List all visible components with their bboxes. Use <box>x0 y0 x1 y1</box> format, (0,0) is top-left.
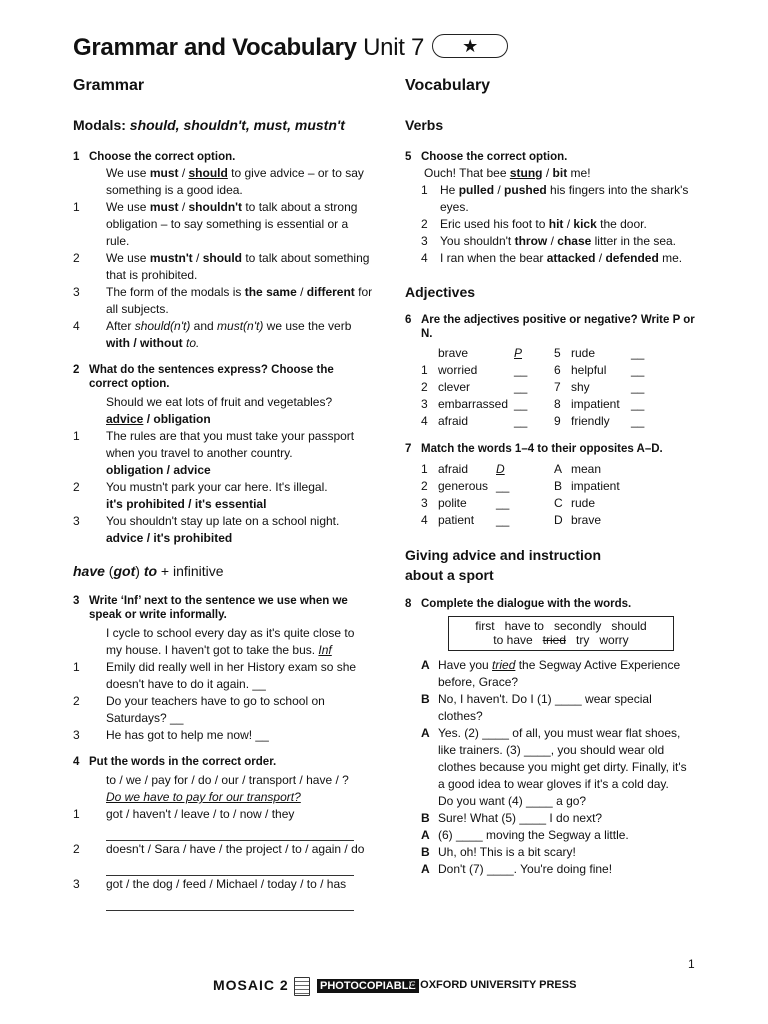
exercise-7-table <box>421 461 641 529</box>
vocabulary-column <box>405 76 695 878</box>
dialogue-text: Have you tried the Segway Active Experience before, Grace? <box>438 658 681 689</box>
dialogue-line <box>405 657 695 691</box>
exercise-2-prompt: 2 What do the sentences express? Choose the correct option. <box>73 364 334 390</box>
star-icon: ★ <box>432 34 508 58</box>
page-number: 1 <box>688 957 695 971</box>
answer-slot[interactable]: __ <box>631 397 645 411</box>
exercise-1-item: 4 After should(n't) and must(n't) we use the verb with / without to. <box>73 319 352 350</box>
speaker-label: A <box>421 862 430 876</box>
speaker-label: A <box>421 828 430 842</box>
answer-slot[interactable]: __ <box>631 363 645 377</box>
exercise-5-prompt: 5 Choose the correct option. <box>405 151 568 163</box>
answer-slot[interactable]: __ <box>631 346 645 360</box>
exercise-2-options: obligation / advice <box>106 463 211 477</box>
exercise-2-item: 3 You shouldn't stay up late on a school night. <box>73 514 340 528</box>
exercise-3-item: 1 Emily did really well in her History exam so she doesn't have to do it again. __ <box>73 660 357 691</box>
subheading-modals: Modals: should, shouldn't, must, mustn't <box>73 117 345 133</box>
exercise-4-item: 1 got / haven't / leave / to / now / they <box>73 807 295 821</box>
answer-slot[interactable]: __ <box>496 479 510 493</box>
page-title <box>73 33 508 63</box>
answer-slot[interactable]: __ <box>631 414 645 428</box>
section-heading-grammar: Grammar <box>73 77 145 94</box>
exercise-4-item: 3 got / the dog / feed / Michael / today / to / has <box>73 877 347 891</box>
dialogue-text: Uh, oh! This is a bit scary! <box>438 845 576 859</box>
dialogue-line <box>405 844 695 861</box>
dialogue-line <box>405 861 695 878</box>
answer-line[interactable] <box>106 893 354 911</box>
answer-slot[interactable]: __ <box>496 496 510 510</box>
brand-logo: MOSAIC 2 <box>213 977 289 993</box>
subheading-advice-sport: Giving advice and instruction about a sport <box>405 547 602 583</box>
match-row: 4 patient __ D brave <box>421 513 602 527</box>
exercise-7-prompt: 7 Match the words 1–4 to their opposites A–D. <box>405 443 663 455</box>
dialogue <box>405 657 695 878</box>
dialogue-line <box>405 793 695 810</box>
answer-slot[interactable]: P <box>514 346 523 360</box>
exercise-3-item: 3 He has got to help me now! __ <box>73 728 269 742</box>
speaker-label: B <box>421 811 430 825</box>
exercise-1-item: 2 We use mustn't / should to talk about something that is prohibited. <box>73 251 370 282</box>
match-row: 2 generous __ B impatient <box>421 479 620 493</box>
dialogue-text: Do you want (4) ____ a go? <box>438 794 587 808</box>
speaker-label: B <box>421 845 430 859</box>
exercise-5-item: 2 Eric used his foot to hit / kick the door. <box>421 217 647 231</box>
exercise-1-item: 3 The form of the modals is the same / different for all subjects. <box>73 285 373 316</box>
dialogue-line <box>405 810 695 827</box>
exercise-6-prompt: 6 Are the adjectives positive or negative? Write P or N. <box>405 314 695 340</box>
exercise-1-example: We use must / should to give advice – or to say something is a good idea. <box>106 166 364 197</box>
dialogue-line <box>405 725 695 793</box>
photocopy-icon <box>294 977 310 996</box>
exercise-5-item: 3 You shouldn't throw / chase litter in the sea. <box>421 234 677 248</box>
dialogue-line <box>405 827 695 844</box>
adjective-row: 4 afraid __ 9 friendly __ <box>421 413 651 430</box>
speaker-label <box>405 793 438 810</box>
match-row: 1 afraid D A mean <box>421 462 602 476</box>
exercise-4-prompt: 4 Put the words in the correct order. <box>73 756 277 768</box>
section-heading-vocabulary: Vocabulary <box>405 77 491 94</box>
answer-slot[interactable]: __ <box>514 414 528 428</box>
grammar-column <box>73 76 373 911</box>
answer-slot[interactable]: __ <box>514 397 528 411</box>
exercise-4-item: 2 doesn't / Sara / have / the project / to / again / do <box>73 842 365 856</box>
dialogue-text: Sure! What (5) ____ I do next? <box>438 811 603 825</box>
adjective-row: brave P 5 rude __ <box>421 345 651 362</box>
answer-line[interactable] <box>106 858 354 876</box>
exercise-8-prompt: 8 Complete the dialogue with the words. <box>405 598 632 610</box>
exercise-4-example-answer: Do we have to pay for our transport? <box>106 790 301 804</box>
exercise-3-item: 2 Do your teachers have to go to school on Saturdays? __ <box>73 694 325 725</box>
adjective-row: 1 worried __ 6 helpful __ <box>421 362 651 379</box>
exercise-6-table <box>421 345 651 430</box>
dialogue-line <box>405 691 695 725</box>
dialogue-text: Yes. (2) ____ of all, you must wear flat shoes, like trainers. (3) ____, you should wear old clothes because you might get dirty. Finally, it's a good idea to wear gloves if it's a cold day. <box>438 726 687 791</box>
exercise-2-example: Should we eat lots of fruit and vegetables? <box>106 395 333 409</box>
answer-slot[interactable]: __ <box>631 380 645 394</box>
answer-line[interactable] <box>106 823 354 841</box>
exercise-2-options: it's prohibited / it's essential <box>106 497 267 511</box>
photocopiable-badge: PHOTOCOPIABLE <box>317 979 419 993</box>
title-bold: Grammar and Vocabulary <box>73 34 357 61</box>
exercise-2-options: advice / it's prohibited <box>106 531 233 545</box>
exercise-1-item: 1 We use must / shouldn't to talk about a strong obligation – to say something is essential or a rule. <box>73 200 358 248</box>
exercise-4-example: to / we / pay for / do / our / transport / have / ? <box>106 773 349 787</box>
subheading-have-got-to: have (got) to + infinitive <box>73 563 224 579</box>
exercise-2-example-answer: advice / obligation <box>106 412 211 426</box>
subheading-verbs: Verbs <box>405 117 444 133</box>
answer-slot[interactable]: __ <box>514 363 528 377</box>
dialogue-text: (6) ____ moving the Segway a little. <box>438 828 629 842</box>
title-unit: Unit 7 <box>363 34 425 61</box>
word-box-line: first have to secondly should <box>475 619 647 633</box>
word-box <box>448 616 674 651</box>
exercise-1-prompt: 1 Choose the correct option. <box>73 151 236 163</box>
match-row: 3 polite __ C rude <box>421 496 596 510</box>
exercise-3-prompt: 3 Write ‘Inf’ next to the sentence we use when we speak or write informally. <box>73 595 348 621</box>
exercise-2-item: 1 The rules are that you must take your passport when you travel to another country. <box>73 429 355 460</box>
speaker-label: A <box>421 658 430 672</box>
exercise-5-item: 4 I ran when the bear attacked / defended me. <box>421 251 683 265</box>
footer <box>0 975 768 997</box>
word-box-line: to have tried try worry <box>493 633 629 647</box>
subheading-adjectives: Adjectives <box>405 284 476 300</box>
dialogue-text: No, I haven't. Do I (1) ____ wear special clothes? <box>438 692 652 723</box>
adjective-row: 3 embarrassed __ 8 impatient __ <box>421 396 651 413</box>
speaker-label: A <box>421 726 430 740</box>
speaker-label: B <box>421 692 430 706</box>
exercise-5-item: 1 He pulled / pushed his fingers into the shark's eyes. <box>421 183 689 214</box>
exercise-2-item: 2 You mustn't park your car here. It's illegal. <box>73 480 328 494</box>
answer-slot[interactable]: __ <box>496 513 510 527</box>
exercise-5-example: Ouch! That bee stung / bit me! <box>424 166 591 180</box>
exercise-3-example: I cycle to school every day as it's quite close to my house. I haven't got to take the bus. Inf <box>106 626 355 657</box>
publisher: © OXFORD UNIVERSITY PRESS <box>409 979 577 991</box>
answer-slot[interactable]: __ <box>514 380 528 394</box>
answer-slot[interactable]: D <box>496 462 505 476</box>
dialogue-text: Don't (7) ____. You're doing fine! <box>438 862 613 876</box>
adjective-row: 2 clever __ 7 shy __ <box>421 379 651 396</box>
